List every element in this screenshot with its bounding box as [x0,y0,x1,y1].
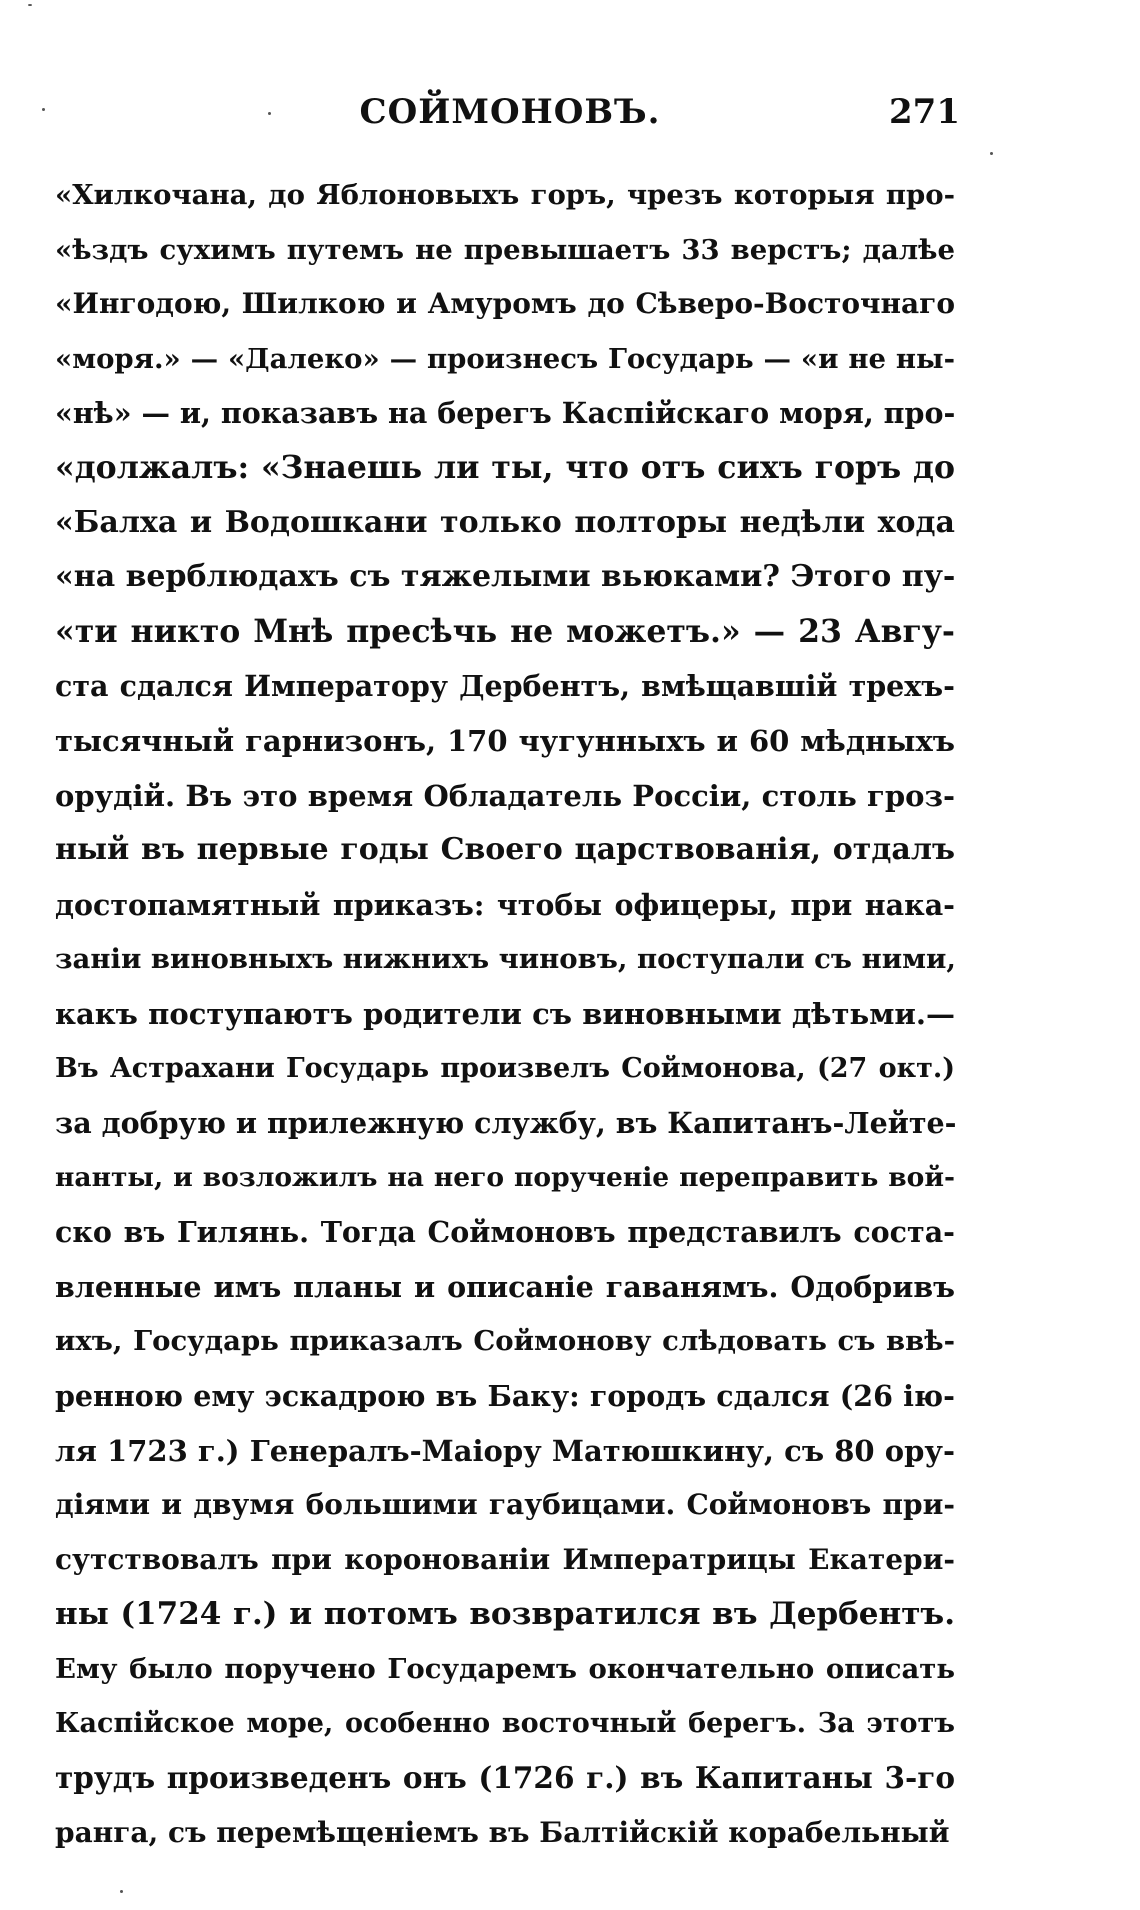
print-speck [268,112,271,115]
print-speck [120,1890,123,1893]
text-line: ста сдался Императору Дербентъ, вмѣщавшій трехъ- [55,669,955,704]
text-line: діями и двумя большими гаубицами. Соймоновъ при- [55,1488,955,1522]
text-line: заніи виновныхъ нижнихъ чиновъ, поступали съ ними, [55,943,956,976]
text-line: сутствовалъ при коронованіи Императрицы Екатери- [55,1542,955,1576]
text-line: нанты, и возложилъ на него порученіе переправить вой- [55,1161,955,1193]
page-header [60,92,960,142]
text-line: вленные имъ планы и описаніе гаванямъ. Одобривъ [55,1269,955,1304]
text-line: трудъ произведенъ онъ (1726 г.) въ Капитаны 3-го [55,1760,955,1796]
text-line: ны (1724 г.) и потомъ возвратился въ Дербентъ. [55,1596,955,1633]
text-line: «ти никто Мнѣ пресѣчь не можетъ.» — 23 Авгу- [55,612,955,650]
text-line: за добрую и прилежную службу, въ Капитанъ-Лейте- [55,1106,957,1141]
text-line: какъ поступаютъ родители съ виновными дѣтьми.— [55,996,955,1031]
text-line: «должалъ: «Знаешь ли ты, что отъ сихъ горъ до [55,448,955,486]
text-line: Ему было поручено Государемъ окончательно описать [55,1653,955,1686]
text-line: «на верблюдахъ съ тяжелыми вьюками? Этого пу- [55,559,956,595]
page-number: 271 [889,92,960,132]
body-text [55,168,955,1860]
text-line: «нѣ» — и, показавъ на берегъ Каспійскаго моря, про- [55,396,956,431]
running-head: СОЙМОНОВЪ. [359,92,661,132]
print-speck [28,4,32,6]
text-line: ный въ первые годы Своего царствованія, отдалъ [55,832,955,868]
text-line: ихъ, Государь приказалъ Соймонову слѣдовать съ ввѣ- [55,1325,955,1358]
text-line: «моря.» — «Далеко» — произнесъ Государь — «и не ны- [55,342,955,375]
text-line: Каспійское море, особенно восточный берегъ. За этотъ [55,1707,955,1739]
text-line: орудій. Въ это время Обладатель Россіи, столь гроз- [55,778,955,813]
text-line: «Балха и Водошкани только полторы недѣли хода [55,504,955,540]
text-line: ранга, съ перемѣщеніемъ въ Балтійскій корабельный [55,1815,950,1849]
text-line: «Хилкочана, до Яблоновыхъ горъ, чрезъ которыя про- [55,179,955,211]
print-speck [42,108,45,111]
text-line: «ѣздъ сухимъ путемъ не превышаетъ 33 верстъ; далѣе [55,233,955,266]
text-line: «Ингодою, Шилкою и Амуромъ до Сѣверо-Восточнаго [55,287,955,321]
text-line: ско въ Гилянь. Тогда Соймоновъ представилъ соста- [55,1215,955,1250]
text-line: ренною ему эскадрою въ Баку: городъ сдался (26 ію- [55,1379,955,1414]
text-line: ля 1723 г.) Генералъ-Маіору Матюшкину, съ 80 ору- [55,1433,955,1468]
print-speck [990,152,993,155]
text-line: тысячный гарнизонъ, 170 чугунныхъ и 60 мѣдныхъ [55,723,955,758]
text-line: Въ Астрахани Государь произвелъ Соймонова, (27 окт.) [55,1052,955,1084]
text-line: достопамятный приказъ: чтобы офицеры, при нака- [55,887,955,922]
